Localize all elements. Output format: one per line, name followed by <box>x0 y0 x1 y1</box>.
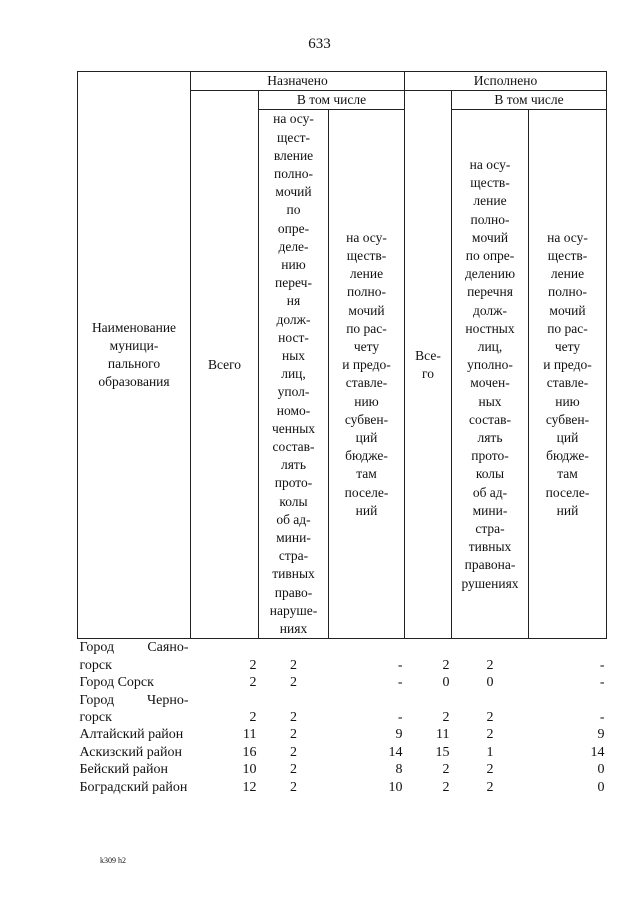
header-executed-including: В том числе <box>452 91 607 110</box>
row-name: Аскизский район <box>79 744 182 760</box>
row-assigned-officials: 2 <box>290 744 297 760</box>
subventions-table <box>77 71 607 796</box>
header-executed-officials: на осу- ществ- ление полно- мочий по опре- делению перечня долж- ностных лиц, уполно- мочен- ных состав- лять прото- колы об ад- мини- стра- тивных правона- рушениях <box>452 110 529 639</box>
row-executed-total: 2 <box>442 779 450 795</box>
row-assigned-total: 2 <box>249 709 257 725</box>
row-assigned-officials: 2 <box>290 675 297 691</box>
row-executed-settlements: 9 <box>597 727 605 743</box>
row-executed-officials: 2 <box>486 657 494 673</box>
row-executed-settlements: 14 <box>590 744 605 760</box>
header-executed-total: Все- го <box>405 91 452 639</box>
row-executed-officials: 2 <box>486 709 494 725</box>
row-assigned-total: 2 <box>249 657 257 673</box>
row-assigned-total: 2 <box>249 675 257 691</box>
header-assigned-settlements: на осу- ществ- ление полно- мочий по рас- чету и предо- ставле- нию субвен- ций бюдже- там поселе- ний <box>329 110 405 639</box>
header-executed-settlements: на осу- ществ- ление полно- мочий по рас- чету и предо- ставле- нию субвен- ций бюдже- там поселе- ний <box>529 110 607 639</box>
row-assigned-settlements: 14 <box>388 744 403 760</box>
row-executed-total: 2 <box>442 709 450 725</box>
row-executed-settlements: - <box>599 709 605 725</box>
row-executed-settlements: 0 <box>597 762 605 778</box>
row-assigned-total: 12 <box>242 779 257 795</box>
row-executed-total: 2 <box>442 657 450 673</box>
row-executed-officials: 2 <box>486 779 494 795</box>
row-executed-total: 15 <box>435 744 450 760</box>
row-assigned-officials: 2 <box>290 709 297 725</box>
row-assigned-officials: 2 <box>290 779 297 795</box>
row-executed-officials: 2 <box>486 727 494 743</box>
row-assigned-settlements: 10 <box>388 779 403 795</box>
row-assigned-settlements: - <box>397 709 403 725</box>
row-executed-settlements: 0 <box>597 779 605 795</box>
row-name: Город Саяно- горск <box>79 640 189 673</box>
page-number: 633 <box>308 36 331 52</box>
row-name: Город Черно- горск <box>79 692 189 725</box>
row-executed-total: 2 <box>442 762 450 778</box>
header-assigned: Назначено <box>191 72 405 91</box>
row-executed-total: 0 <box>442 675 450 691</box>
header-assigned-total: Всего <box>191 91 259 639</box>
row-name: Алтайский район <box>79 727 184 743</box>
row-executed-officials: 2 <box>486 762 494 778</box>
row-executed-officials: 1 <box>486 744 494 760</box>
row-assigned-settlements: - <box>397 657 403 673</box>
row-name: Бейский район <box>79 762 168 778</box>
row-assigned-settlements: - <box>397 675 403 691</box>
header-assigned-officials: на осу- щест- вление полно- мочий по опре- деле- нию переч- ня долж- ност- ных лиц, упол- номо- ченных состав- лять прото- колы об ад- мини- стра- тивных право- наруше- ниях <box>259 110 329 639</box>
row-assigned-officials: 2 <box>290 657 297 673</box>
row-assigned-total: 10 <box>242 762 257 778</box>
table-row <box>78 692 607 727</box>
table-row <box>78 779 607 796</box>
row-assigned-settlements: 9 <box>395 727 403 743</box>
header-municipality: Наименование муници- пального образования <box>78 72 191 639</box>
row-assigned-officials: 2 <box>290 727 297 743</box>
row-name: Боградский район <box>79 779 188 795</box>
row-assigned-officials: 2 <box>290 762 297 778</box>
table-row <box>78 744 607 761</box>
footer-code: k309 h2 <box>100 856 126 865</box>
table-row <box>78 726 607 743</box>
row-executed-settlements: - <box>599 675 605 691</box>
row-assigned-total: 16 <box>242 744 257 760</box>
row-assigned-settlements: 8 <box>395 762 403 778</box>
row-executed-total: 11 <box>436 727 450 743</box>
header-assigned-including: В том числе <box>259 91 405 110</box>
table-row <box>78 761 607 778</box>
header-executed: Исполнено <box>405 72 607 91</box>
row-assigned-total: 11 <box>243 727 257 743</box>
row-executed-settlements: - <box>599 657 605 673</box>
row-executed-officials: 0 <box>486 675 494 691</box>
row-name: Город Сорск <box>79 675 154 691</box>
table-row <box>78 674 607 691</box>
table-row <box>78 639 607 674</box>
